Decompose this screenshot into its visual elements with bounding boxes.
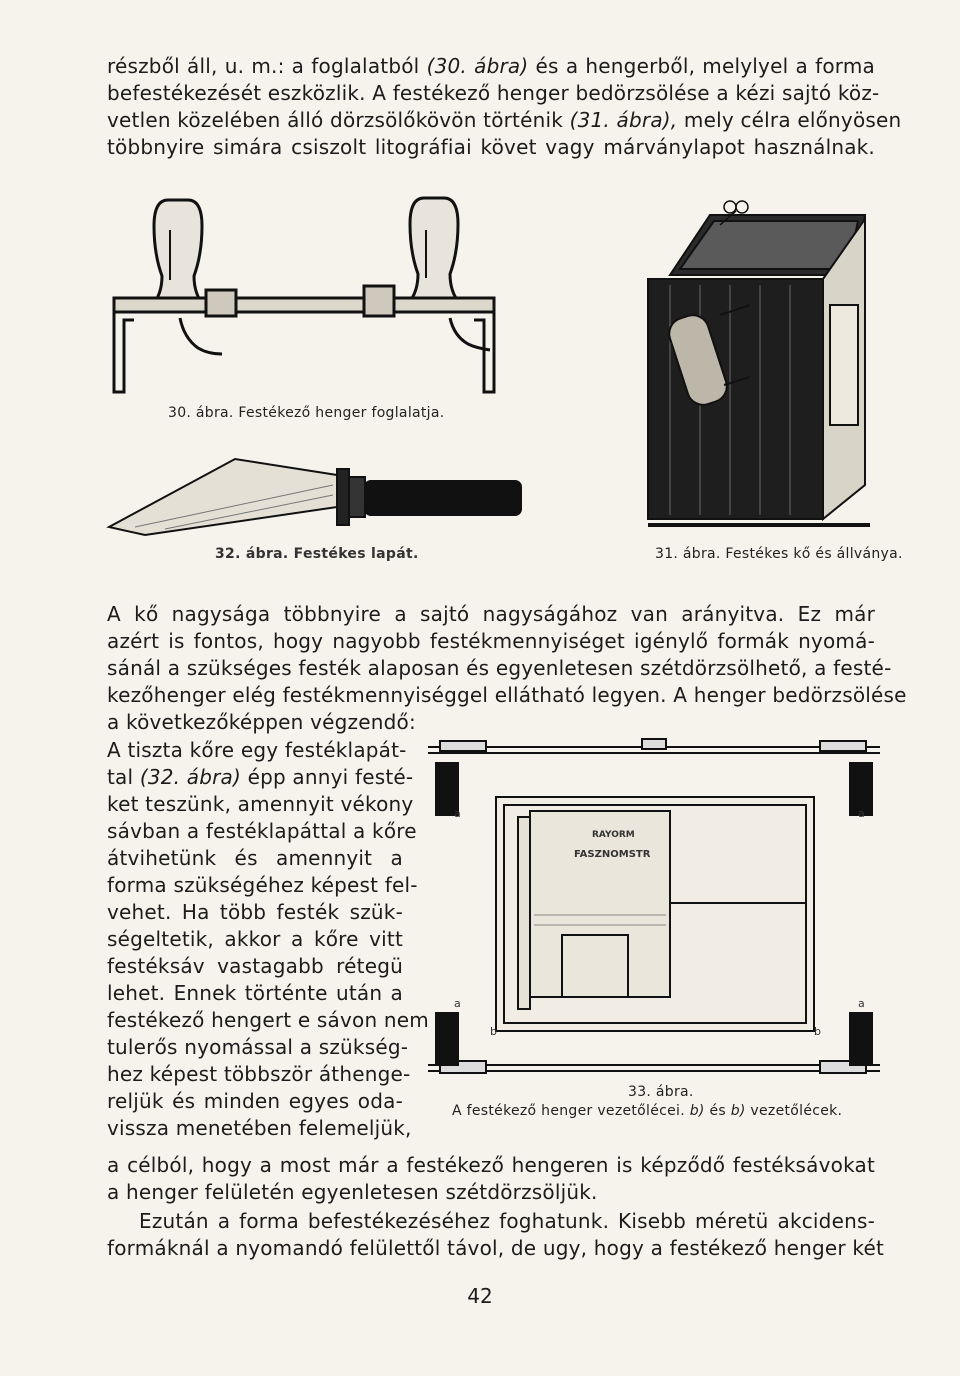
label-a: a — [454, 997, 461, 1010]
text-line: a célból, hogy a most már a festékező hengeren is képződő festéksávokat — [107, 1153, 875, 1177]
text-line: A tiszta kőre egy festéklapát- — [107, 738, 407, 762]
label-a: a — [858, 807, 865, 820]
roller-frame-illustration — [110, 190, 510, 400]
text-line: sávban a festéklapáttal a kőre — [107, 819, 417, 843]
text-line: a henger felületén egyenletesen szétdörzsöljük. — [107, 1180, 598, 1204]
ink-stone-stand-illustration — [640, 195, 875, 540]
text-line: vissza menetében felemeljük, — [107, 1116, 412, 1140]
label-b: b — [814, 1025, 821, 1038]
text-line: festéksáv vastagabb rétegü — [107, 954, 403, 978]
text-line: átvihetünk és amennyit a — [107, 846, 403, 870]
text-line: hez képest többször áthenge- — [107, 1062, 411, 1086]
text-line: forma szükségéhez képest fel- — [107, 873, 418, 897]
label-b: b — [490, 1025, 497, 1038]
roller-guide-rails-illustration — [422, 735, 887, 1085]
form-text-line: RAYORM — [592, 830, 635, 840]
text-line: tal (32. ábra) épp annyi festé- — [107, 765, 414, 789]
text-line: reljük és minden egyes oda- — [107, 1089, 403, 1113]
ink-spatula-illustration — [105, 455, 525, 545]
text-line: ségeltetik, akkor a kőre vitt — [107, 927, 403, 951]
text-line: többnyire simára csiszolt litográfiai követ vagy márványlapot használnak. — [107, 135, 875, 159]
page-number: 42 — [467, 1284, 493, 1308]
text-line: ket teszünk, amennyit vékony — [107, 792, 414, 816]
figure-32-caption: 32. ábra. Festékes lapát. — [215, 546, 419, 562]
text-line: tulerős nyomással a szükség- — [107, 1035, 409, 1059]
text-line: sánál a szükséges festék alaposan és egyenletesen szétdörzsölhető, a festé- — [107, 656, 892, 680]
label-a: a — [454, 807, 461, 820]
text-line: lehet. Ennek történte után a — [107, 981, 403, 1005]
form-text-line: FASZNOMSTR — [574, 849, 651, 860]
figure-30-caption: 30. ábra. Festékező henger foglalatja. — [168, 405, 445, 421]
text-line: formáknál a nyomandó felülettől távol, de ugy, hogy a festékező henger két — [107, 1236, 885, 1260]
text-line: vehet. Ha több festék szük- — [107, 900, 403, 924]
figure-31-caption: 31. ábra. Festékes kő és állványa. — [655, 546, 903, 562]
text-line: részből áll, u. m.: a foglalatból (30. ábra) és a hengerből, melylyel a forma — [107, 54, 875, 78]
figure-33-number: 33. ábra. — [628, 1084, 694, 1100]
text-line: a következőképpen végzendő: — [107, 710, 416, 734]
figure-33-caption: A festékező henger vezetőlécei. b) és b) vezetőlécek. — [452, 1103, 843, 1119]
text-line: vetlen közelében álló dörzsölőkövön történik (31. ábra), mely célra előnyösen — [107, 108, 902, 132]
text-line: befestékezését eszközlik. A festékező henger bedörzsölése a kézi sajtó köz- — [107, 81, 880, 105]
text-line: kezőhenger elég festékmennyiséggel ellátható legyen. A henger bedörzsölése — [107, 683, 907, 707]
text-line: Ezután a forma befestékezéséhez foghatunk. Kisebb méretü akcidens- — [139, 1209, 875, 1233]
label-a: a — [858, 997, 865, 1010]
text-line: festékező hengert e sávon nem — [107, 1008, 429, 1032]
text-line: azért is fontos, hogy nagyobb festékmennyiséget igénylő formák nyomá- — [107, 629, 875, 653]
text-line: A kő nagysága többnyire a sajtó nagyságához van arányitva. Ez már — [107, 602, 875, 626]
